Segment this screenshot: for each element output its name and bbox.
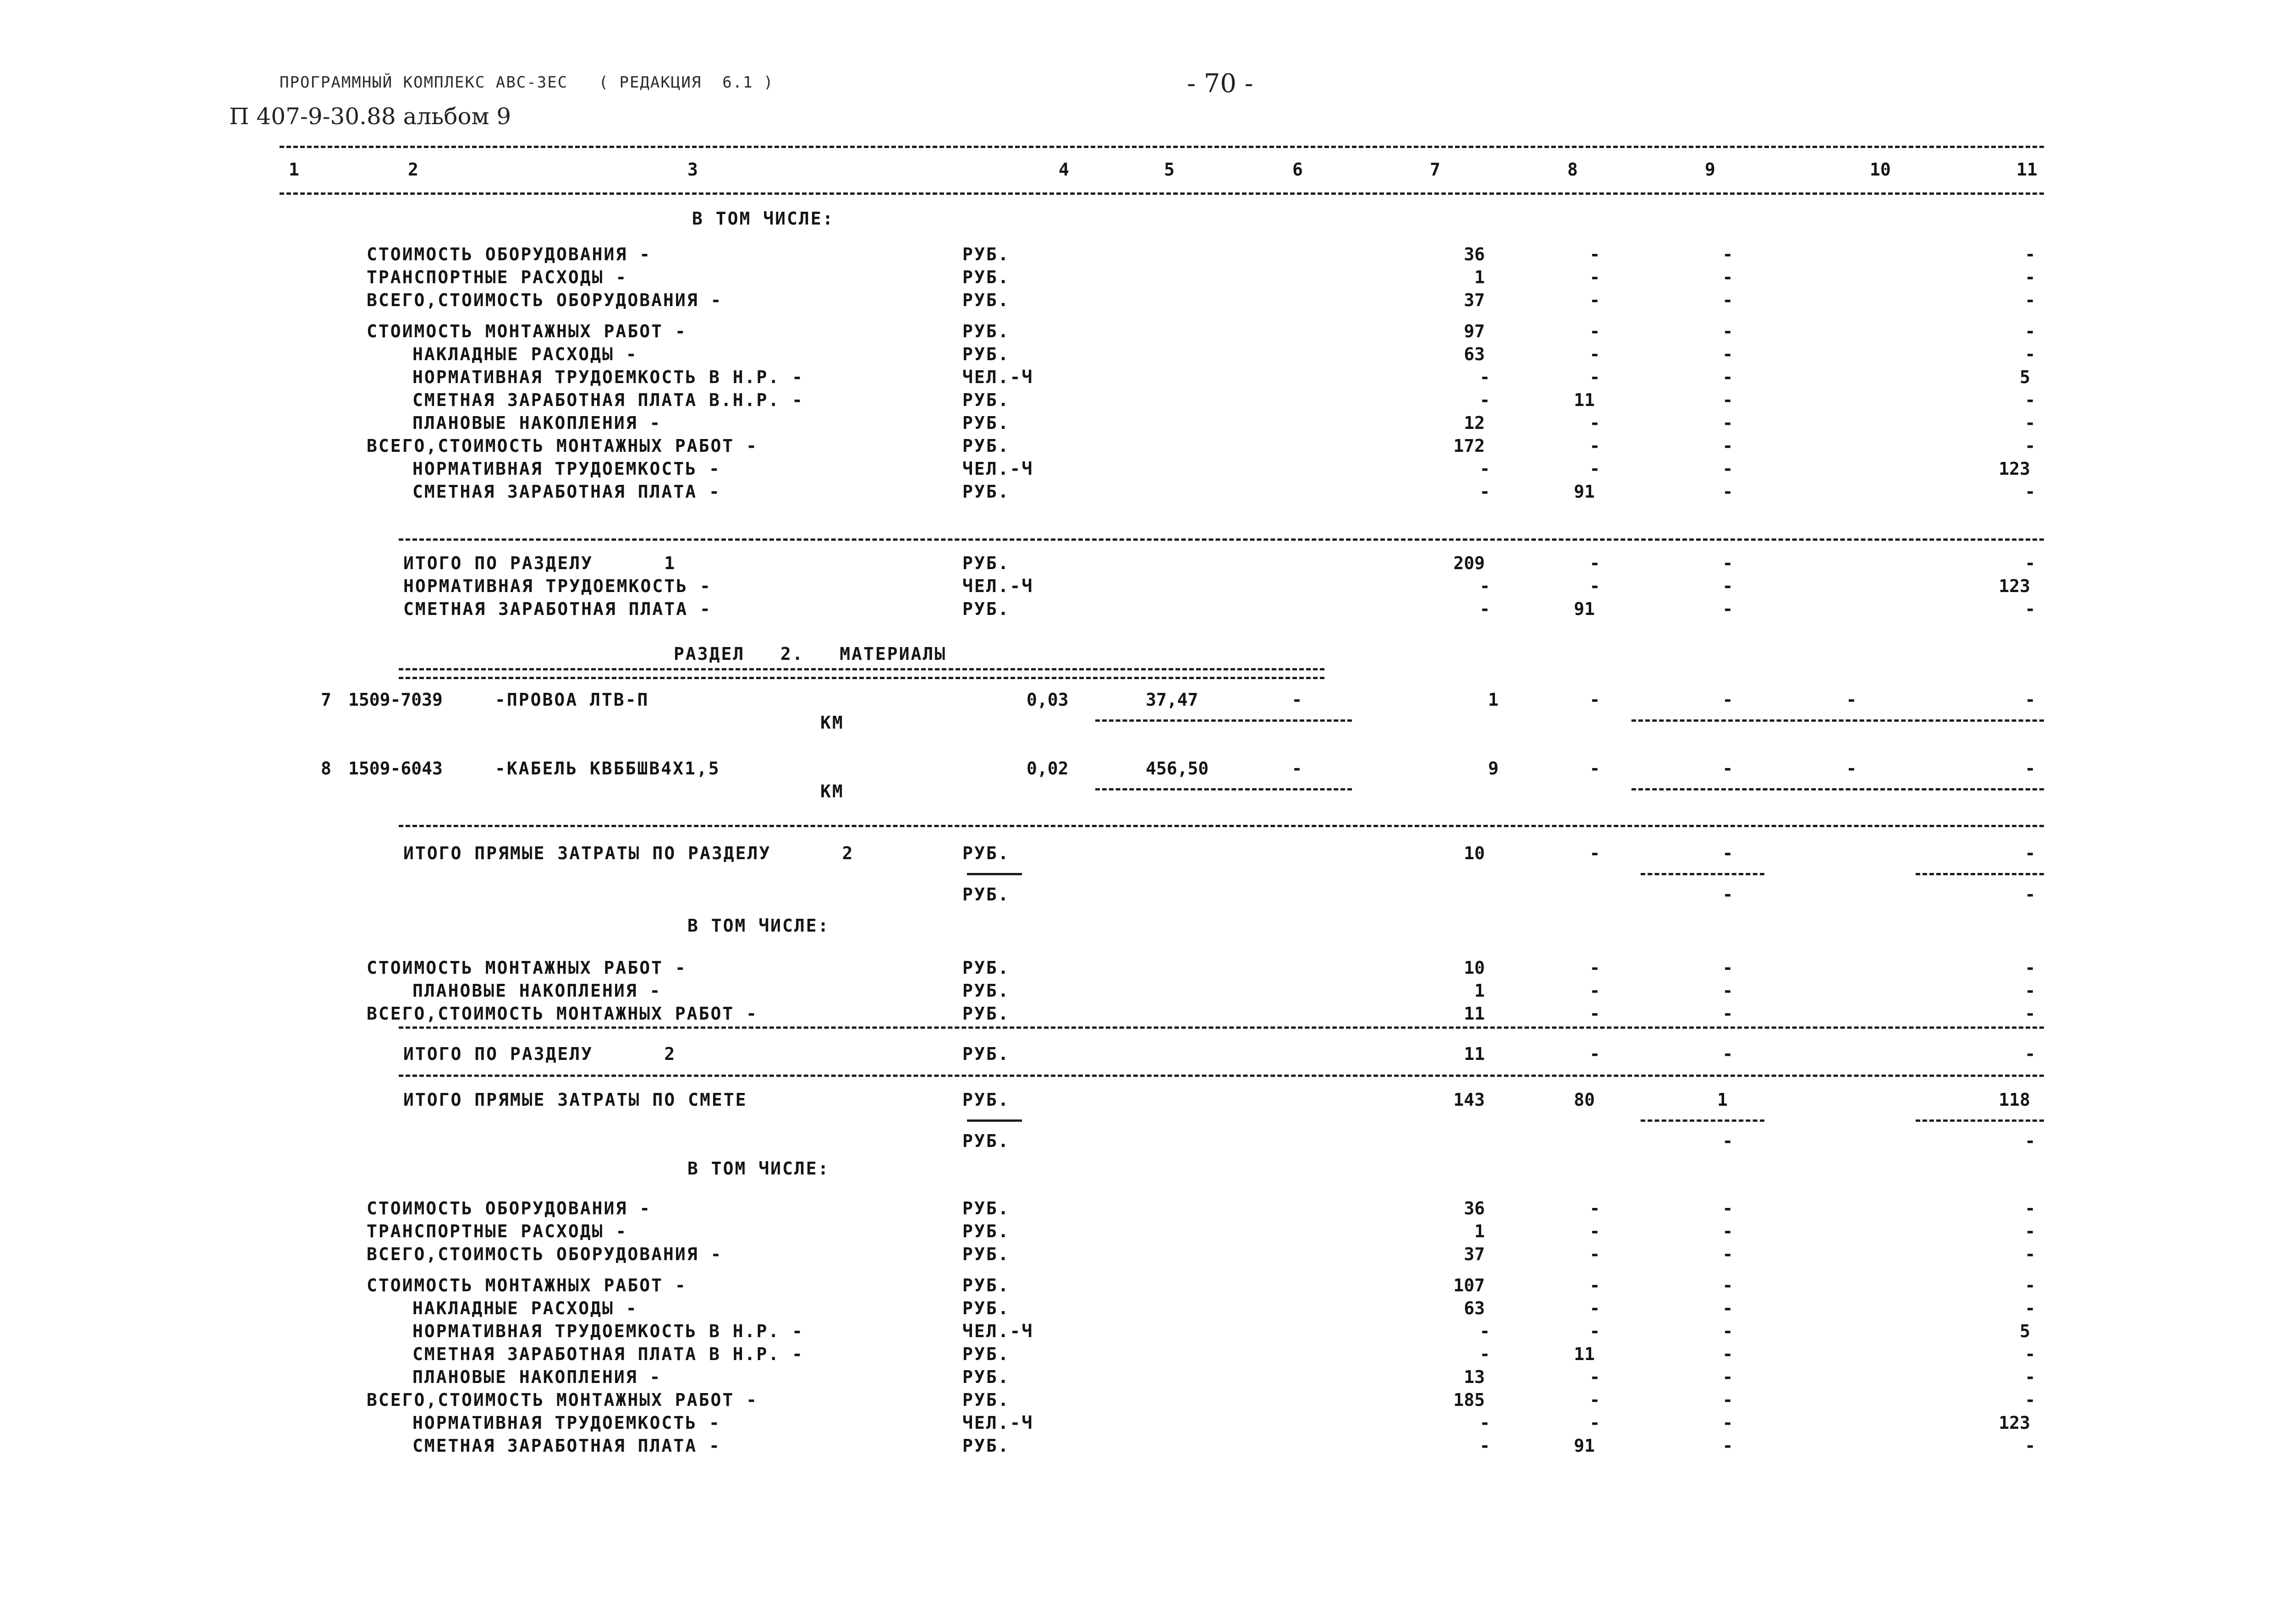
cell-col-7: - (1479, 1436, 1490, 1456)
cell-col-9: - (1722, 1367, 1733, 1387)
section-rule (399, 1026, 2044, 1029)
cell-col-7: - (1479, 481, 1490, 502)
cell-col-11: - (2025, 1221, 2036, 1241)
cell-col-11: - (2025, 1436, 2036, 1456)
unit-rule (967, 1119, 1022, 1122)
summary-label: ИТОГО ПО РАЗДЕЛУ 1 (403, 553, 676, 573)
material-col-11: - (2025, 758, 2036, 779)
column-number-8: 8 (1567, 159, 1578, 180)
material-unit: КМ (820, 713, 844, 733)
cell-col-9: - (1722, 412, 1733, 433)
cell-col-7: 10 (1464, 958, 1485, 978)
cell-col-7: 36 (1464, 1198, 1485, 1218)
summary-label: ИТОГО ПРЯМЫЕ ЗАТРАТЫ ПО РАЗДЕЛУ 2 (403, 843, 854, 863)
summary-label: ИТОГО ПРЯМЫЕ ЗАТРАТЫ ПО СМЕТЕ (403, 1090, 747, 1110)
row-unit: РУБ. (962, 1298, 1010, 1318)
cell-col-9: - (1722, 244, 1733, 264)
row-label: СТОИМОСТЬ МОНТАЖНЫХ РАБОТ - (367, 1275, 687, 1295)
cell-col-8: 91 (1574, 481, 1595, 502)
cell-col-8: - (1589, 1004, 1600, 1024)
row-unit: РУБ. (962, 1390, 1010, 1410)
row-unit: РУБ. (962, 1436, 1010, 1456)
cell-col-7: 63 (1464, 1298, 1485, 1318)
cell-col-9: - (1722, 1298, 1733, 1318)
cell-col-9: - (1722, 1413, 1733, 1433)
cell-col-7: - (1479, 458, 1490, 479)
cell-col-7: 13 (1464, 1367, 1485, 1387)
cell-col-11: - (2025, 981, 2036, 1001)
row-label: ВСЕГО,СТОИМОСТЬ ОБОРУДОВАНИЯ - (367, 290, 723, 310)
table-top-rule (280, 146, 2044, 148)
cell-col-7: 143 (1453, 1090, 1485, 1110)
section-title: РАЗДЕЛ 2. МАТЕРИАЛЫ (674, 644, 947, 664)
cell-col-8: - (1589, 1275, 1600, 1295)
row-label: СМЕТНАЯ ЗАРАБОТНАЯ ПЛАТА В.Н.Р. - (412, 390, 804, 410)
cell-col-11: 123 (1999, 458, 2030, 479)
column-number-7: 7 (1430, 159, 1440, 180)
unit-rule (967, 873, 1022, 875)
cell-col-9: 1 (1717, 1090, 1728, 1110)
material-name: -ПРОВОА ЛТВ-П (495, 690, 649, 710)
cell-col-11: - (2025, 321, 2036, 341)
cell-col-7: 1 (1474, 267, 1485, 287)
column-number-3: 3 (687, 159, 698, 180)
cell-col-11: - (2025, 244, 2036, 264)
material-rule (1631, 788, 2044, 790)
cell-col-8: - (1589, 367, 1600, 387)
row-label: СМЕТНАЯ ЗАРАБОТНАЯ ПЛАТА - (412, 481, 721, 502)
material-col-6: - (1291, 758, 1302, 779)
material-unit: КМ (820, 781, 844, 801)
program-header: ПРОГРАММНЫЙ КОМПЛЕКС АВС-ЗЕС ( РЕДАКЦИЯ 6.1 ) (280, 73, 774, 92)
row-unit: РУБ. (962, 1344, 1010, 1364)
row-label: СМЕТНАЯ ЗАРАБОТНАЯ ПЛАТА - (412, 1436, 721, 1456)
summary-unit-2: РУБ. (962, 1131, 1010, 1151)
material-number: 7 (321, 690, 331, 710)
cell-col-9: - (1722, 1321, 1733, 1341)
cell-col-8: 80 (1574, 1090, 1595, 1110)
summary-label: ИТОГО ПО РАЗДЕЛУ 2 (403, 1044, 676, 1064)
section-rule (399, 825, 2044, 827)
summary-label: СМЕТНАЯ ЗАРАБОТНАЯ ПЛАТА - (403, 599, 712, 619)
material-rule (1095, 788, 1352, 790)
cell-col-8: - (1589, 981, 1600, 1001)
cell-col-11: 118 (1999, 1090, 2030, 1110)
cell-col-9: - (1722, 1275, 1733, 1295)
row-label: ТРАНСПОРТНЫЕ РАСХОДЫ - (367, 267, 628, 287)
cell-col-11: - (2025, 1298, 2036, 1318)
cell-col-9: - (1722, 1344, 1733, 1364)
material-unit-price: 456,50 (1146, 758, 1209, 779)
cell-col-7: - (1479, 367, 1490, 387)
cell-col-11: - (2025, 884, 2036, 905)
value-rule (1916, 873, 2044, 875)
cell-col-11: - (2025, 843, 2036, 863)
material-rule (1095, 719, 1352, 722)
cell-col-7: 10 (1464, 843, 1485, 863)
cell-col-11: - (2025, 1198, 2036, 1218)
cell-col-7: - (1479, 390, 1490, 410)
cell-col-9: - (1722, 1044, 1733, 1064)
page-number: - 70 - (1187, 69, 1253, 99)
cell-col-11: - (2025, 390, 2036, 410)
cell-col-9: - (1722, 435, 1733, 456)
cell-col-8: - (1589, 244, 1600, 264)
cell-col-11: 5 (2020, 367, 2030, 387)
cell-col-11: - (2025, 1275, 2036, 1295)
cell-col-11: - (2025, 267, 2036, 287)
row-label: ПЛАНОВЫЕ НАКОПЛЕНИЯ - (412, 981, 662, 1001)
row-label: ВСЕГО,СТОИМОСТЬ МОНТАЖНЫХ РАБОТ - (367, 1390, 758, 1410)
row-label: ВСЕГО,СТОИМОСТЬ МОНТАЖНЫХ РАБОТ - (367, 435, 758, 456)
material-col-10: - (1846, 758, 1857, 779)
cell-col-11: - (2025, 412, 2036, 433)
summary-unit: РУБ. (962, 553, 1010, 573)
material-col-8: - (1589, 758, 1600, 779)
subtotal-heading: В ТОМ ЧИСЛЕ: (687, 916, 830, 936)
row-unit: РУБ. (962, 481, 1010, 502)
cell-col-8: - (1589, 1413, 1600, 1433)
row-unit: РУБ. (962, 390, 1010, 410)
cell-col-8: - (1589, 1321, 1600, 1341)
row-unit: РУБ. (962, 290, 1010, 310)
cell-col-9: - (1722, 1004, 1733, 1024)
cell-col-8: - (1589, 553, 1600, 573)
cell-col-8: - (1589, 435, 1600, 456)
material-quantity: 0,03 (1027, 690, 1069, 710)
material-col-7: 9 (1488, 758, 1499, 779)
cell-col-11: - (2025, 958, 2036, 978)
cell-col-7: 172 (1453, 435, 1485, 456)
cell-col-11: 123 (1999, 576, 2030, 596)
cell-col-9: - (1722, 481, 1733, 502)
cell-col-7: 63 (1464, 344, 1485, 364)
row-label: СТОИМОСТЬ ОБОРУДОВАНИЯ - (367, 1198, 652, 1218)
cell-col-7: 11 (1464, 1004, 1485, 1024)
material-quantity: 0,02 (1027, 758, 1069, 779)
row-label: ТРАНСПОРТНЫЕ РАСХОДЫ - (367, 1221, 628, 1241)
row-unit: РУБ. (962, 344, 1010, 364)
material-col-8: - (1589, 690, 1600, 710)
column-number-10: 10 (1870, 159, 1891, 180)
row-unit: РУБ. (962, 412, 1010, 433)
cell-col-7: 1 (1474, 981, 1485, 1001)
summary-label: НОРМАТИВНАЯ ТРУДОЕМКОСТЬ - (403, 576, 712, 596)
material-col-9: - (1722, 758, 1733, 779)
row-label: СТОИМОСТЬ МОНТАЖНЫХ РАБОТ - (367, 958, 687, 978)
column-number-11: 11 (2016, 159, 2038, 180)
cell-col-7: 209 (1453, 553, 1485, 573)
cell-col-9: - (1722, 458, 1733, 479)
material-rule (1631, 719, 2044, 722)
row-unit: ЧЕЛ.-Ч (962, 458, 1034, 479)
cell-col-7: - (1479, 1344, 1490, 1364)
row-label: ВСЕГО,СТОИМОСТЬ МОНТАЖНЫХ РАБОТ - (367, 1004, 758, 1024)
row-label: НАКЛАДНЫЕ РАСХОДЫ - (412, 1298, 638, 1318)
cell-col-8: - (1589, 321, 1600, 341)
cell-col-9: - (1722, 553, 1733, 573)
cell-col-11: - (2025, 481, 2036, 502)
cell-col-9: - (1722, 290, 1733, 310)
cell-col-7: 185 (1453, 1390, 1485, 1410)
album-reference: П 407-9-30.88 альбом 9 (229, 103, 511, 130)
cell-col-11: - (2025, 1244, 2036, 1264)
row-unit: РУБ. (962, 1367, 1010, 1387)
cell-col-11: 5 (2020, 1321, 2030, 1341)
cell-col-7: 97 (1464, 321, 1485, 341)
value-rule (1641, 1119, 1764, 1122)
row-unit: РУБ. (962, 1244, 1010, 1264)
cell-col-7: - (1479, 1413, 1490, 1433)
cell-col-7: 11 (1464, 1044, 1485, 1064)
cell-col-9: - (1722, 599, 1733, 619)
cell-col-9: - (1722, 981, 1733, 1001)
summary-unit: ЧЕЛ.-Ч (962, 576, 1034, 596)
cell-col-11: - (2025, 1131, 2036, 1151)
column-number-5: 5 (1164, 159, 1175, 180)
summary-unit: РУБ. (962, 599, 1010, 619)
cell-col-8: 11 (1574, 1344, 1595, 1364)
cell-col-11: - (2025, 1344, 2036, 1364)
cell-col-8: - (1589, 1198, 1600, 1218)
cell-col-8: - (1589, 267, 1600, 287)
value-rule (1916, 1119, 2044, 1122)
cell-col-9: - (1722, 390, 1733, 410)
cell-col-9: - (1722, 843, 1733, 863)
row-unit: РУБ. (962, 435, 1010, 456)
cell-col-7: 37 (1464, 1244, 1485, 1264)
row-unit: РУБ. (962, 321, 1010, 341)
cell-col-9: - (1722, 576, 1733, 596)
material-unit-price: 37,47 (1146, 690, 1198, 710)
cell-col-8: - (1589, 1244, 1600, 1264)
cell-col-9: - (1722, 958, 1733, 978)
row-unit: ЧЕЛ.-Ч (962, 1413, 1034, 1433)
cell-col-8: - (1589, 290, 1600, 310)
row-unit: РУБ. (962, 1004, 1010, 1024)
material-col-6: - (1291, 690, 1302, 710)
cell-col-8: - (1589, 412, 1600, 433)
cell-col-8: - (1589, 1367, 1600, 1387)
cell-col-9: - (1722, 1221, 1733, 1241)
row-unit: ЧЕЛ.-Ч (962, 1321, 1034, 1341)
section-rule (399, 1075, 2044, 1077)
cell-col-9: - (1722, 884, 1733, 905)
row-label: НОРМАТИВНАЯ ТРУДОЕМКОСТЬ - (412, 1413, 721, 1433)
cell-col-11: - (2025, 435, 2036, 456)
cell-col-8: - (1589, 958, 1600, 978)
cell-col-11: - (2025, 344, 2036, 364)
subtotal-heading: В ТОМ ЧИСЛЕ: (692, 208, 835, 229)
cell-col-9: - (1722, 267, 1733, 287)
row-label: ПЛАНОВЫЕ НАКОПЛЕНИЯ - (412, 1367, 662, 1387)
cell-col-8: 91 (1574, 599, 1595, 619)
cell-col-11: - (2025, 599, 2036, 619)
row-unit: РУБ. (962, 958, 1010, 978)
cell-col-8: - (1589, 576, 1600, 596)
row-label: НОРМАТИВНАЯ ТРУДОЕМКОСТЬ - (412, 458, 721, 479)
row-label: НОРМАТИВНАЯ ТРУДОЕМКОСТЬ В Н.Р. - (412, 367, 804, 387)
summary-unit: РУБ. (962, 1044, 1010, 1064)
cell-col-11: - (2025, 1390, 2036, 1410)
row-label: НАКЛАДНЫЕ РАСХОДЫ - (412, 344, 638, 364)
cell-col-8: 11 (1574, 390, 1595, 410)
cell-col-8: - (1589, 1221, 1600, 1241)
material-col-10: - (1846, 690, 1857, 710)
section-rule (399, 538, 2044, 541)
row-unit: РУБ. (962, 1275, 1010, 1295)
cell-col-8: - (1589, 458, 1600, 479)
cell-col-9: - (1722, 1436, 1733, 1456)
cell-col-7: 107 (1453, 1275, 1485, 1295)
cell-col-11: - (2025, 1044, 2036, 1064)
cell-col-7: - (1479, 576, 1490, 596)
cell-col-9: - (1722, 321, 1733, 341)
cell-col-7: - (1479, 1321, 1490, 1341)
row-unit: ЧЕЛ.-Ч (962, 367, 1034, 387)
row-label: ПЛАНОВЫЕ НАКОПЛЕНИЯ - (412, 412, 662, 433)
cell-col-8: - (1589, 1298, 1600, 1318)
material-col-9: - (1722, 690, 1733, 710)
cell-col-7: 12 (1464, 412, 1485, 433)
row-unit: РУБ. (962, 1198, 1010, 1218)
cell-col-11: - (2025, 290, 2036, 310)
row-label: СТОИМОСТЬ ОБОРУДОВАНИЯ - (367, 244, 652, 264)
column-number-4: 4 (1059, 159, 1069, 180)
summary-unit: РУБ. (962, 1090, 1010, 1110)
summary-unit-2: РУБ. (962, 884, 1010, 905)
material-number: 8 (321, 758, 331, 779)
column-number-1: 1 (289, 159, 299, 180)
column-number-9: 9 (1705, 159, 1715, 180)
material-code: 1509-6043 (348, 758, 443, 779)
material-col-7: 1 (1488, 690, 1499, 710)
cell-col-7: 36 (1464, 244, 1485, 264)
cell-col-7: - (1479, 599, 1490, 619)
cell-col-7: 1 (1474, 1221, 1485, 1241)
value-rule (1641, 873, 1764, 875)
material-code: 1509-7039 (348, 690, 443, 710)
material-col-11: - (2025, 690, 2036, 710)
cell-col-8: - (1589, 1390, 1600, 1410)
column-number-6: 6 (1292, 159, 1303, 180)
material-name: -КАБЕЛЬ КВББШВ4Х1,5 (495, 758, 720, 779)
table-header-rule (280, 192, 2044, 195)
cell-col-7: 37 (1464, 290, 1485, 310)
row-label: СТОИМОСТЬ МОНТАЖНЫХ РАБОТ - (367, 321, 687, 341)
cell-col-8: - (1589, 843, 1600, 863)
cell-col-8: - (1589, 1044, 1600, 1064)
cell-col-11: - (2025, 1367, 2036, 1387)
cell-col-11: 123 (1999, 1413, 2030, 1433)
cell-col-9: - (1722, 1131, 1733, 1151)
cell-col-9: - (1722, 1390, 1733, 1410)
row-unit: РУБ. (962, 267, 1010, 287)
column-number-2: 2 (408, 159, 418, 180)
cell-col-8: 91 (1574, 1436, 1595, 1456)
row-unit: РУБ. (962, 244, 1010, 264)
cell-col-11: - (2025, 1004, 2036, 1024)
section-title-underline (399, 668, 1324, 679)
cell-col-9: - (1722, 1244, 1733, 1264)
summary-unit: РУБ. (962, 843, 1010, 863)
subtotal-heading: В ТОМ ЧИСЛЕ: (687, 1158, 830, 1179)
cell-col-11: - (2025, 553, 2036, 573)
cell-col-9: - (1722, 1198, 1733, 1218)
row-label: ВСЕГО,СТОИМОСТЬ ОБОРУДОВАНИЯ - (367, 1244, 723, 1264)
row-label: НОРМАТИВНАЯ ТРУДОЕМКОСТЬ В Н.Р. - (412, 1321, 804, 1341)
cell-col-9: - (1722, 367, 1733, 387)
cell-col-8: - (1589, 344, 1600, 364)
row-unit: РУБ. (962, 981, 1010, 1001)
row-unit: РУБ. (962, 1221, 1010, 1241)
row-label: СМЕТНАЯ ЗАРАБОТНАЯ ПЛАТА В Н.Р. - (412, 1344, 804, 1364)
cell-col-9: - (1722, 344, 1733, 364)
